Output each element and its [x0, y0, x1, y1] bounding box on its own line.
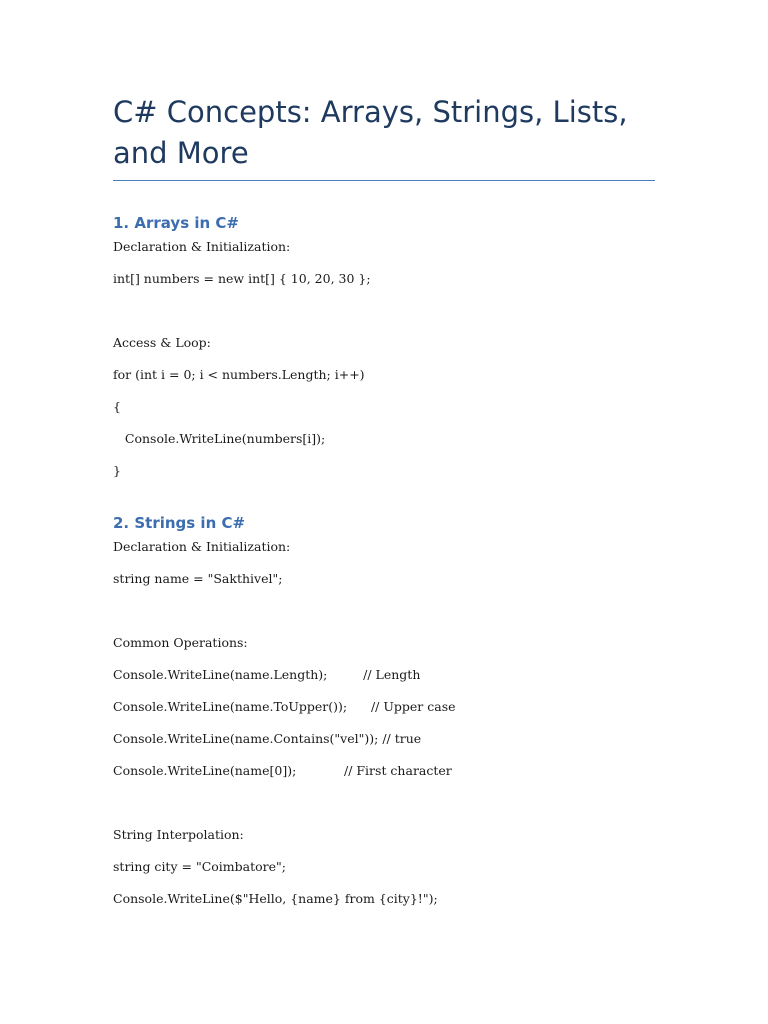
strings-operations-code-line: Console.WriteLine(name.Length); // Length — [113, 667, 421, 682]
arrays-declaration-code: int[] numbers = new int[] { 10, 20, 30 }; — [113, 271, 371, 286]
strings-declaration-code: string name = "Sakthivel"; — [113, 571, 283, 586]
arrays-loop-code-line: } — [113, 463, 121, 478]
strings-operations-code-line: Console.WriteLine(name.ToUpper()); // Upper case — [113, 699, 456, 714]
arrays-access-label: Access & Loop: — [113, 335, 211, 350]
strings-interpolation-label: String Interpolation: — [113, 827, 244, 842]
arrays-loop-code-line: for (int i = 0; i < numbers.Length; i++) — [113, 367, 365, 382]
strings-interpolation-code-line: string city = "Coimbatore"; — [113, 859, 286, 874]
document-page — [113, 0, 655, 1024]
strings-interpolation-code-line: Console.WriteLine($"Hello, {name} from {city}!"); — [113, 891, 438, 906]
strings-operations-code-line: Console.WriteLine(name.Contains("vel")); // true — [113, 731, 422, 746]
section-heading-strings: 2. Strings in C# — [113, 514, 246, 532]
section-heading-arrays: 1. Arrays in C# — [113, 214, 239, 232]
strings-operations-label: Common Operations: — [113, 635, 248, 650]
arrays-loop-code-line: { — [113, 399, 121, 414]
strings-operations-code-line: Console.WriteLine(name[0]); // First character — [113, 763, 452, 778]
title-underline — [113, 180, 655, 181]
arrays-loop-code-line: Console.WriteLine(numbers[i]); — [113, 431, 326, 446]
strings-declaration-label: Declaration & Initialization: — [113, 539, 291, 554]
arrays-declaration-label: Declaration & Initialization: — [113, 239, 291, 254]
document-title: C# Concepts: Arrays, Strings, Lists, and More — [113, 95, 628, 170]
